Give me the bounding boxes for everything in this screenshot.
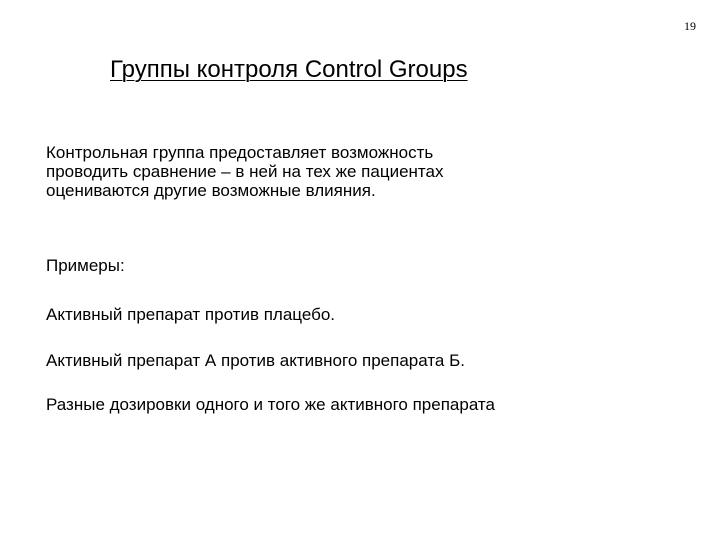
intro-line: проводить сравнение – в ней на тех же пациентах	[46, 162, 444, 181]
examples-heading: Примеры:	[46, 256, 125, 275]
example-item: Активный препарат против плацебо.	[46, 305, 336, 324]
page-number: 19	[684, 19, 696, 33]
intro-line: оцениваются другие возможные влияния.	[46, 181, 376, 200]
intro-paragraph	[46, 143, 443, 200]
intro-line: Контрольная группа предоставляет возможность	[46, 143, 434, 162]
slide-title: Группы контроля Control Groups	[110, 56, 468, 83]
example-item: Разные дозировки одного и того же активного препарата	[46, 395, 495, 414]
example-item: Активный препарат А против активного препарата Б.	[46, 351, 465, 370]
